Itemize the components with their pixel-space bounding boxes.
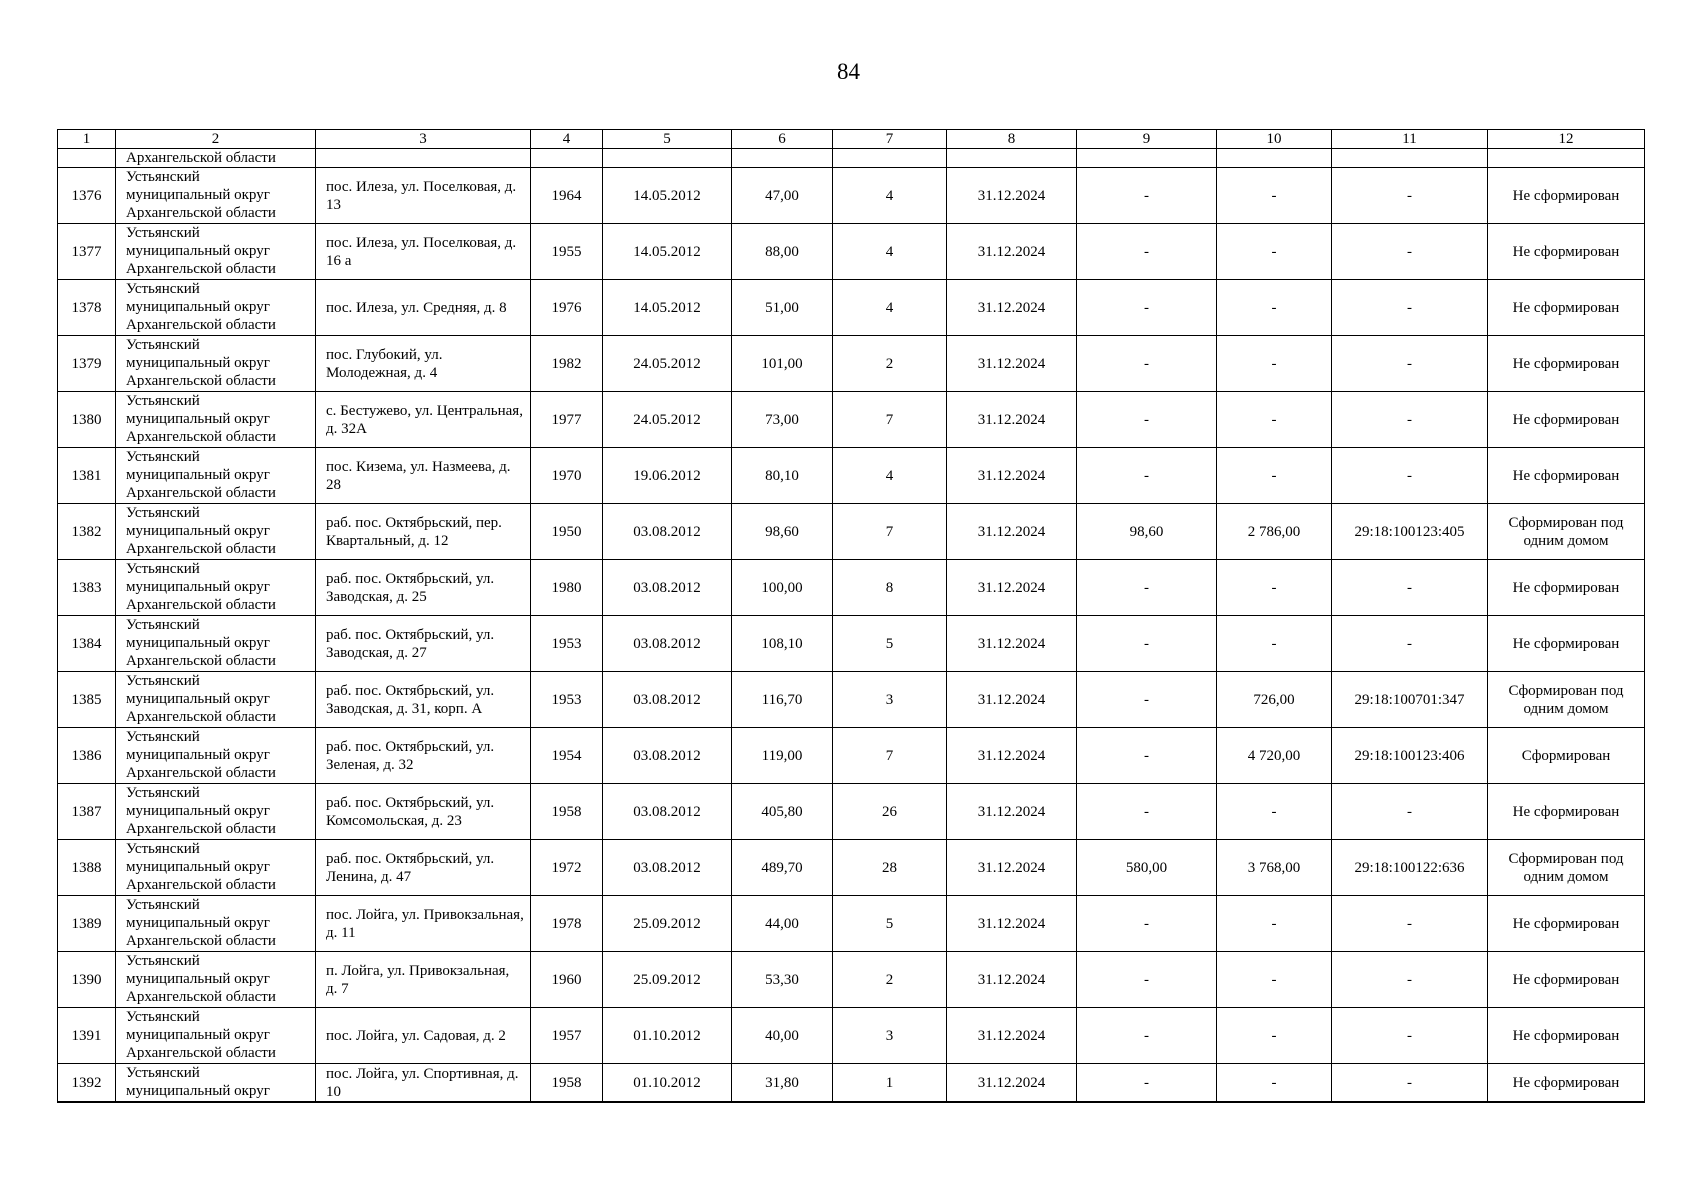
municipality-cell <box>116 616 316 672</box>
address-cell: раб. пос. Октябрьский, ул. Зеленая, д. 32 <box>316 728 531 784</box>
column-9-cell: - <box>1077 896 1217 952</box>
recognition-date-cell: 19.06.2012 <box>603 448 732 504</box>
year-cell: 1958 <box>531 1064 603 1103</box>
address-cell: пос. Кизема, ул. Назмеева, д. 28 <box>316 448 531 504</box>
continuation-row <box>58 149 1645 168</box>
column-9-cell: - <box>1077 560 1217 616</box>
column-9-cell: - <box>1077 1008 1217 1064</box>
land-area-cell: 4 720,00 <box>1217 728 1332 784</box>
record-number-cell: 1378 <box>58 280 116 336</box>
address-cell: пос. Лойга, ул. Спортивная, д. 10 <box>316 1064 531 1103</box>
land-area-cell: - <box>1217 224 1332 280</box>
municipality-line: муниципальный округ <box>126 971 270 987</box>
year-cell: 1980 <box>531 560 603 616</box>
recognition-date-cell: 03.08.2012 <box>603 840 732 896</box>
year-cell: 1978 <box>531 896 603 952</box>
land-status-cell: Сформирован <box>1488 728 1645 784</box>
land-status-cell: Не сформирован <box>1488 1064 1645 1103</box>
column-number: 3 <box>316 130 531 149</box>
cadastral-number-cell: - <box>1332 560 1488 616</box>
column-number: 4 <box>531 130 603 149</box>
area-cell: 98,60 <box>732 504 833 560</box>
area-cell: 119,00 <box>732 728 833 784</box>
municipality-line: Архангельской области <box>126 485 276 501</box>
table-row <box>58 840 1645 896</box>
municipality-line: муниципальный округ <box>126 299 270 315</box>
municipality-line: Архангельской области <box>126 653 276 669</box>
table-row <box>58 1064 1645 1103</box>
address-cell: пос. Илеза, ул. Средняя, д. 8 <box>316 280 531 336</box>
table-row <box>58 560 1645 616</box>
municipality-line: муниципальный округ <box>126 635 270 651</box>
table-row <box>58 616 1645 672</box>
area-cell: 31,80 <box>732 1064 833 1103</box>
area-cell: 73,00 <box>732 392 833 448</box>
land-area-cell: 726,00 <box>1217 672 1332 728</box>
address-cell: раб. пос. Октябрьский, ул. Комсомольская, д. 23 <box>316 784 531 840</box>
municipality-line: муниципальный округ <box>126 187 270 203</box>
recognition-date-cell: 03.08.2012 <box>603 616 732 672</box>
year-cell: 1982 <box>531 336 603 392</box>
land-area-cell: - <box>1217 1008 1332 1064</box>
record-number-cell: 1382 <box>58 504 116 560</box>
address-cell: с. Бестужево, ул. Центральная, д. 32А <box>316 392 531 448</box>
municipality-line: муниципальный округ <box>126 411 270 427</box>
year-cell: 1977 <box>531 392 603 448</box>
municipality-line: Устьянский <box>126 673 200 689</box>
column-number: 1 <box>58 130 116 149</box>
land-area-cell: - <box>1217 616 1332 672</box>
municipality-line: Устьянский <box>126 617 200 633</box>
table-row <box>58 504 1645 560</box>
residents-count-cell: 3 <box>833 672 947 728</box>
residents-count-cell: 5 <box>833 896 947 952</box>
municipality-line: Устьянский <box>126 953 200 969</box>
column-number: 10 <box>1217 130 1332 149</box>
municipality-line: муниципальный округ <box>126 691 270 707</box>
deadline-cell: 31.12.2024 <box>947 280 1077 336</box>
municipality-cell <box>116 1064 316 1103</box>
column-number: 5 <box>603 130 732 149</box>
land-area-cell: - <box>1217 392 1332 448</box>
municipality-line: Архангельской области <box>126 989 276 1005</box>
municipality-line: Устьянский <box>126 449 200 465</box>
municipality-cell <box>116 336 316 392</box>
land-status-cell: Не сформирован <box>1488 392 1645 448</box>
land-status-cell: Не сформирован <box>1488 280 1645 336</box>
deadline-cell: 31.12.2024 <box>947 784 1077 840</box>
municipality-cell <box>116 672 316 728</box>
deadline-cell: 31.12.2024 <box>947 952 1077 1008</box>
municipality-line: Устьянский <box>126 505 200 521</box>
deadline-cell: 31.12.2024 <box>947 896 1077 952</box>
column-number: 11 <box>1332 130 1488 149</box>
year-cell: 1958 <box>531 784 603 840</box>
residents-count-cell: 2 <box>833 336 947 392</box>
area-cell: 88,00 <box>732 224 833 280</box>
land-area-cell: - <box>1217 784 1332 840</box>
area-cell: 53,30 <box>732 952 833 1008</box>
recognition-date-cell: 03.08.2012 <box>603 504 732 560</box>
municipality-line: Архангельской области <box>126 261 276 277</box>
municipality-cell <box>116 560 316 616</box>
deadline-cell: 31.12.2024 <box>947 616 1077 672</box>
year-cell: 1957 <box>531 1008 603 1064</box>
land-area-cell: - <box>1217 1064 1332 1103</box>
residents-count-cell: 7 <box>833 728 947 784</box>
recognition-date-cell: 14.05.2012 <box>603 280 732 336</box>
residents-count-cell: 4 <box>833 448 947 504</box>
deadline-cell: 31.12.2024 <box>947 448 1077 504</box>
municipality-line: Архангельской области <box>126 429 276 445</box>
land-area-cell: - <box>1217 560 1332 616</box>
year-cell: 1970 <box>531 448 603 504</box>
table-row <box>58 392 1645 448</box>
cadastral-number-cell: - <box>1332 784 1488 840</box>
recognition-date-cell: 01.10.2012 <box>603 1064 732 1103</box>
recognition-date-cell: 24.05.2012 <box>603 336 732 392</box>
area-cell: 101,00 <box>732 336 833 392</box>
municipality-cell <box>116 392 316 448</box>
record-number-cell: 1389 <box>58 896 116 952</box>
land-status-cell: Сформирован под одним домом <box>1488 840 1645 896</box>
recognition-date-cell: 03.08.2012 <box>603 784 732 840</box>
recognition-date-cell: 03.08.2012 <box>603 728 732 784</box>
residents-count-cell: 8 <box>833 560 947 616</box>
municipality-line: Устьянский <box>126 225 200 241</box>
municipality-line: Архангельской области <box>126 933 276 949</box>
residents-count-cell: 4 <box>833 168 947 224</box>
recognition-date-cell: 14.05.2012 <box>603 168 732 224</box>
land-area-cell: - <box>1217 952 1332 1008</box>
column-number: 6 <box>732 130 833 149</box>
year-cell: 1953 <box>531 672 603 728</box>
column-9-cell: - <box>1077 224 1217 280</box>
municipality-line: Устьянский <box>126 337 200 353</box>
land-area-cell: 3 768,00 <box>1217 840 1332 896</box>
record-number-cell: 1386 <box>58 728 116 784</box>
land-status-cell: Не сформирован <box>1488 560 1645 616</box>
deadline-cell: 31.12.2024 <box>947 392 1077 448</box>
land-status-cell: Не сформирован <box>1488 336 1645 392</box>
cadastral-number-cell: - <box>1332 392 1488 448</box>
cadastral-number-cell: - <box>1332 896 1488 952</box>
municipality-line: Архангельской области <box>126 1045 276 1061</box>
municipality-cell <box>116 504 316 560</box>
page-number: 84 <box>837 59 860 84</box>
record-number-cell: 1388 <box>58 840 116 896</box>
table-row <box>58 728 1645 784</box>
municipality-line: муниципальный округ <box>126 803 270 819</box>
column-9-cell: - <box>1077 1064 1217 1103</box>
area-cell: 405,80 <box>732 784 833 840</box>
residents-count-cell: 2 <box>833 952 947 1008</box>
column-9-cell: - <box>1077 784 1217 840</box>
residents-count-cell: 4 <box>833 280 947 336</box>
land-status-cell: Не сформирован <box>1488 448 1645 504</box>
municipality-line: муниципальный округ <box>126 1027 270 1043</box>
record-number-cell: 1392 <box>58 1064 116 1103</box>
land-area-cell: - <box>1217 280 1332 336</box>
record-number-cell: 1381 <box>58 448 116 504</box>
cadastral-number-cell: - <box>1332 1008 1488 1064</box>
cadastral-number-cell: - <box>1332 952 1488 1008</box>
area-cell: 40,00 <box>732 1008 833 1064</box>
column-9-cell: - <box>1077 336 1217 392</box>
area-cell: 44,00 <box>732 896 833 952</box>
municipality-line: муниципальный округ <box>126 579 270 595</box>
table-row <box>58 448 1645 504</box>
address-cell: пос. Глубокий, ул. Молодежная, д. 4 <box>316 336 531 392</box>
municipality-line: муниципальный округ <box>126 915 270 931</box>
land-area-cell: - <box>1217 896 1332 952</box>
municipality-line: Устьянский <box>126 281 200 297</box>
table-row <box>58 224 1645 280</box>
recognition-date-cell: 01.10.2012 <box>603 1008 732 1064</box>
area-cell: 47,00 <box>732 168 833 224</box>
cadastral-number-cell: - <box>1332 616 1488 672</box>
cadastral-number-cell: - <box>1332 1064 1488 1103</box>
year-cell: 1964 <box>531 168 603 224</box>
municipality-line: Устьянский <box>126 897 200 913</box>
deadline-cell: 31.12.2024 <box>947 840 1077 896</box>
year-cell: 1972 <box>531 840 603 896</box>
column-9-cell: - <box>1077 448 1217 504</box>
municipality-line: Устьянский <box>126 1065 200 1081</box>
year-cell: 1954 <box>531 728 603 784</box>
land-area-cell: - <box>1217 168 1332 224</box>
column-9-cell: - <box>1077 392 1217 448</box>
municipality-cell: Архангельской области <box>116 149 316 168</box>
column-9-cell: 580,00 <box>1077 840 1217 896</box>
address-cell: раб. пос. Октябрьский, ул. Заводская, д. 27 <box>316 616 531 672</box>
land-status-cell: Не сформирован <box>1488 616 1645 672</box>
column-number: 7 <box>833 130 947 149</box>
recognition-date-cell: 03.08.2012 <box>603 560 732 616</box>
cadastral-number-cell: 29:18:100701:347 <box>1332 672 1488 728</box>
municipality-line: Устьянский <box>126 169 200 185</box>
municipality-cell <box>116 224 316 280</box>
record-number-cell: 1391 <box>58 1008 116 1064</box>
column-number-row <box>58 130 1645 149</box>
table-row <box>58 784 1645 840</box>
table-row <box>58 168 1645 224</box>
municipality-cell <box>116 784 316 840</box>
address-cell: пос. Лойга, ул. Садовая, д. 2 <box>316 1008 531 1064</box>
year-cell: 1960 <box>531 952 603 1008</box>
cadastral-number-cell: - <box>1332 448 1488 504</box>
municipality-line: муниципальный округ <box>126 467 270 483</box>
column-9-cell: - <box>1077 728 1217 784</box>
residents-count-cell: 3 <box>833 1008 947 1064</box>
recognition-date-cell: 14.05.2012 <box>603 224 732 280</box>
address-cell: раб. пос. Октябрьский, ул. Заводская, д. 25 <box>316 560 531 616</box>
record-number-cell: 1380 <box>58 392 116 448</box>
column-number: 8 <box>947 130 1077 149</box>
municipality-cell <box>116 168 316 224</box>
column-9-cell: 98,60 <box>1077 504 1217 560</box>
municipality-line: Устьянский <box>126 729 200 745</box>
municipality-cell <box>116 1008 316 1064</box>
record-number-cell: 1379 <box>58 336 116 392</box>
table-row <box>58 952 1645 1008</box>
cadastral-number-cell: - <box>1332 224 1488 280</box>
municipality-line: Архангельской области <box>126 765 276 781</box>
residents-count-cell: 7 <box>833 504 947 560</box>
municipality-line: Устьянский <box>126 841 200 857</box>
municipality-line: муниципальный округ <box>126 859 270 875</box>
residents-count-cell: 5 <box>833 616 947 672</box>
area-cell: 108,10 <box>732 616 833 672</box>
record-number-cell: 1387 <box>58 784 116 840</box>
year-cell: 1955 <box>531 224 603 280</box>
municipality-line: муниципальный округ <box>126 747 270 763</box>
table-row <box>58 1008 1645 1064</box>
year-cell: 1950 <box>531 504 603 560</box>
municipality-cell <box>116 448 316 504</box>
record-number-cell: 1377 <box>58 224 116 280</box>
land-status-cell: Не сформирован <box>1488 896 1645 952</box>
table-row <box>58 280 1645 336</box>
deadline-cell: 31.12.2024 <box>947 560 1077 616</box>
column-9-cell: - <box>1077 952 1217 1008</box>
record-number-cell: 1376 <box>58 168 116 224</box>
deadline-cell: 31.12.2024 <box>947 1008 1077 1064</box>
land-area-cell: - <box>1217 336 1332 392</box>
land-status-cell: Сформирован под одним домом <box>1488 672 1645 728</box>
address-cell: пос. Илеза, ул. Поселковая, д. 13 <box>316 168 531 224</box>
residents-count-cell: 28 <box>833 840 947 896</box>
municipality-line: Архангельской области <box>126 597 276 613</box>
deadline-cell: 31.12.2024 <box>947 672 1077 728</box>
table-row <box>58 896 1645 952</box>
residents-count-cell: 4 <box>833 224 947 280</box>
address-cell: пос. Илеза, ул. Поселковая, д. 16 а <box>316 224 531 280</box>
year-cell: 1976 <box>531 280 603 336</box>
cadastral-number-cell: 29:18:100123:405 <box>1332 504 1488 560</box>
housing-registry-table <box>57 129 1645 1103</box>
municipality-line: Архангельской области <box>126 709 276 725</box>
address-cell: пос. Лойга, ул. Привокзальная, д. 11 <box>316 896 531 952</box>
land-status-cell: Сформирован под одним домом <box>1488 504 1645 560</box>
column-number: 12 <box>1488 130 1645 149</box>
cadastral-number-cell: - <box>1332 168 1488 224</box>
land-status-cell: Не сформирован <box>1488 224 1645 280</box>
cadastral-number-cell: 29:18:100123:406 <box>1332 728 1488 784</box>
residents-count-cell: 1 <box>833 1064 947 1103</box>
land-area-cell: - <box>1217 448 1332 504</box>
address-cell: раб. пос. Октябрьский, ул. Ленина, д. 47 <box>316 840 531 896</box>
area-cell: 100,00 <box>732 560 833 616</box>
record-number-cell: 1385 <box>58 672 116 728</box>
municipality-line: муниципальный округ <box>126 243 270 259</box>
record-number-cell: 1384 <box>58 616 116 672</box>
column-9-cell: - <box>1077 280 1217 336</box>
year-cell: 1953 <box>531 616 603 672</box>
deadline-cell: 31.12.2024 <box>947 504 1077 560</box>
cadastral-number-cell: 29:18:100122:636 <box>1332 840 1488 896</box>
residents-count-cell: 26 <box>833 784 947 840</box>
address-cell: раб. пос. Октябрьский, пер. Квартальный, д. 12 <box>316 504 531 560</box>
table-row <box>58 672 1645 728</box>
municipality-line: Архангельской области <box>126 821 276 837</box>
deadline-cell: 31.12.2024 <box>947 728 1077 784</box>
cadastral-number-cell: - <box>1332 336 1488 392</box>
column-number: 2 <box>116 130 316 149</box>
recognition-date-cell: 24.05.2012 <box>603 392 732 448</box>
residents-count-cell: 7 <box>833 392 947 448</box>
land-status-cell: Не сформирован <box>1488 1008 1645 1064</box>
column-9-cell: - <box>1077 168 1217 224</box>
deadline-cell: 31.12.2024 <box>947 336 1077 392</box>
municipality-line: Устьянский <box>126 785 200 801</box>
table-row <box>58 336 1645 392</box>
municipality-line: Архангельской области <box>126 205 276 221</box>
municipality-line: Устьянский <box>126 561 200 577</box>
municipality-cell <box>116 840 316 896</box>
recognition-date-cell: 25.09.2012 <box>603 952 732 1008</box>
deadline-cell: 31.12.2024 <box>947 168 1077 224</box>
municipality-line: Архангельской области <box>126 317 276 333</box>
area-cell: 80,10 <box>732 448 833 504</box>
recognition-date-cell: 25.09.2012 <box>603 896 732 952</box>
municipality-line: Устьянский <box>126 1009 200 1025</box>
land-area-cell: 2 786,00 <box>1217 504 1332 560</box>
municipality-cell <box>116 896 316 952</box>
cadastral-number-cell: - <box>1332 280 1488 336</box>
deadline-cell: 31.12.2024 <box>947 1064 1077 1103</box>
municipality-line: Архангельской области <box>126 541 276 557</box>
address-cell: п. Лойга, ул. Привокзальная, д. 7 <box>316 952 531 1008</box>
area-cell: 116,70 <box>732 672 833 728</box>
municipality-line: муниципальный округ <box>126 1083 270 1099</box>
record-number-cell: 1390 <box>58 952 116 1008</box>
area-cell: 489,70 <box>732 840 833 896</box>
record-number-cell: 1383 <box>58 560 116 616</box>
municipality-line: Архангельской области <box>126 373 276 389</box>
column-9-cell: - <box>1077 672 1217 728</box>
area-cell: 51,00 <box>732 280 833 336</box>
column-number: 9 <box>1077 130 1217 149</box>
municipality-line: муниципальный округ <box>126 355 270 371</box>
municipality-line: Устьянский <box>126 393 200 409</box>
land-status-cell: Не сформирован <box>1488 168 1645 224</box>
municipality-cell <box>116 728 316 784</box>
municipality-cell <box>116 952 316 1008</box>
land-status-cell: Не сформирован <box>1488 784 1645 840</box>
deadline-cell: 31.12.2024 <box>947 224 1077 280</box>
land-status-cell: Не сформирован <box>1488 952 1645 1008</box>
column-9-cell: - <box>1077 616 1217 672</box>
municipality-cell <box>116 280 316 336</box>
municipality-line: муниципальный округ <box>126 523 270 539</box>
municipality-line: Архангельской области <box>126 877 276 893</box>
address-cell: раб. пос. Октябрьский, ул. Заводская, д. 31, корп. А <box>316 672 531 728</box>
recognition-date-cell: 03.08.2012 <box>603 672 732 728</box>
